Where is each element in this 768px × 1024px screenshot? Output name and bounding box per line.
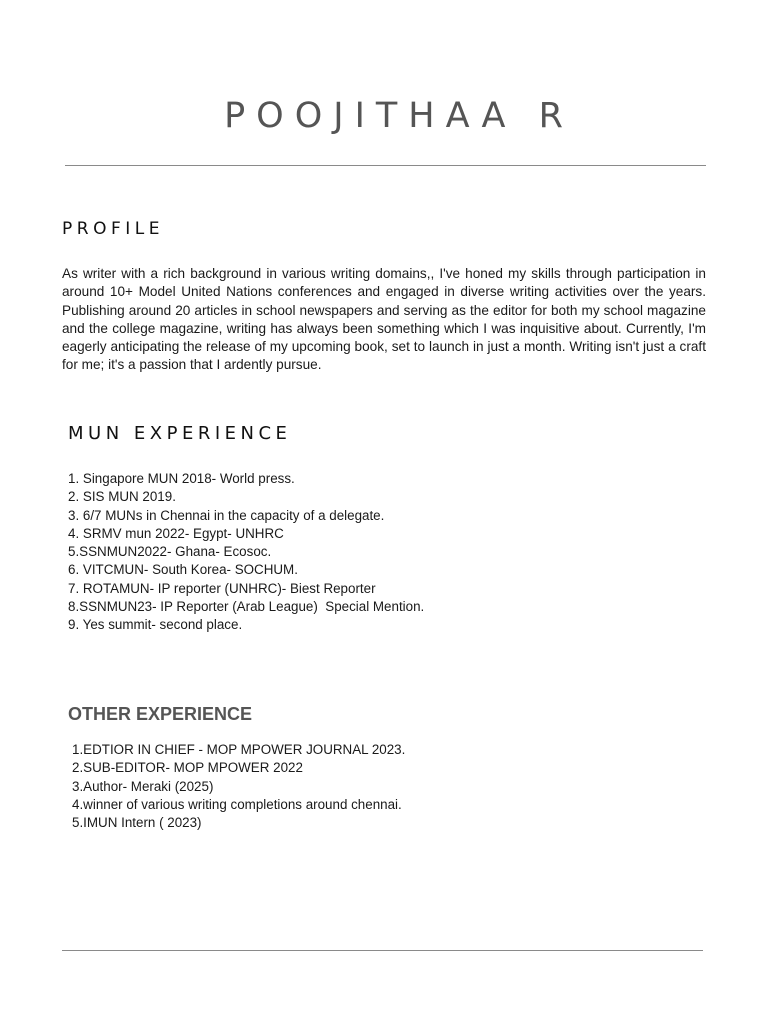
list-item: 3. 6/7 MUNs in Chennai in the capacity of a delegate. xyxy=(68,507,385,523)
other-experience-list xyxy=(72,741,405,832)
list-item: 6. VITCMUN- South Korea- SOCHUM. xyxy=(68,562,298,578)
list-item: 1. Singapore MUN 2018- World press. xyxy=(68,471,295,486)
bottom-divider xyxy=(62,950,703,951)
profile-heading: PROFILE xyxy=(62,219,164,239)
top-divider xyxy=(65,165,706,166)
list-item: 4.winner of various writing completions around chennai. xyxy=(72,796,402,812)
list-item: 2. SIS MUN 2019. xyxy=(68,489,176,505)
other-experience-heading: OTHER EXPERIENCE xyxy=(68,704,253,724)
list-item: 7. ROTAMUN- IP reporter (UNHRC)- Biest Reporter xyxy=(68,580,376,596)
list-item: 4. SRMV mun 2022- Egypt- UNHRC xyxy=(68,525,284,541)
list-item: 5.SSNMUN2022- Ghana- Ecosoc. xyxy=(68,544,272,560)
list-item: 1.EDTIOR IN CHIEF - MOP MPOWER JOURNAL 2023. xyxy=(72,742,406,757)
resume-name: POOJITHAA R xyxy=(224,96,574,136)
list-item: 8.SSNMUN23- IP Reporter (Arab League) Special Mention. xyxy=(68,599,425,615)
mun-experience-heading: MUN EXPERIENCE xyxy=(68,423,292,444)
list-item: 9. Yes summit- second place. xyxy=(68,617,243,633)
list-item: 2.SUB-EDITOR- MOP MPOWER 2022 xyxy=(72,760,303,776)
list-item: 3.Author- Meraki (2025) xyxy=(72,778,214,794)
mun-experience-list xyxy=(68,470,424,635)
profile-paragraph: As writer with a rich background in various writing domains,, I've honed my skills through participation in around 10+ Model United Nations conferences and engaged in diverse writing activities over the years. Publishing around 20 articles in school newspapers and serving as the editor for both my school magazine and the college magazine, writing has always been something which I was inquisitive about. Currently, I'm eagerly anticipating the release of my upcoming book, set to launch in just a month. Writing isn't just a craft for me; it's a passion that I ardently pursue. xyxy=(62,266,706,373)
list-item: 5.IMUN Intern ( 2023) xyxy=(72,815,202,831)
